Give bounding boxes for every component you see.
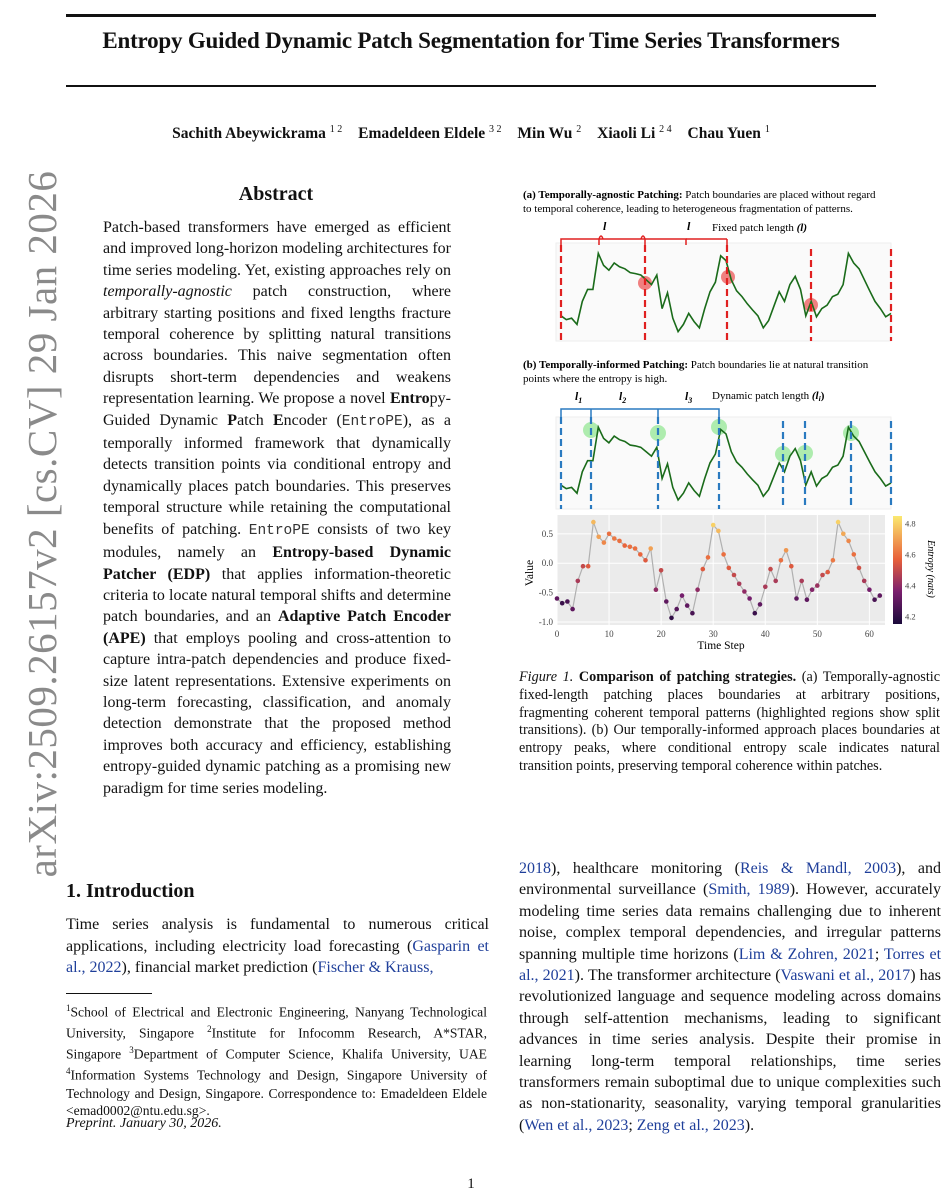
y-tick-label: 0.5 [541,528,553,539]
colorbar-ticks [905,519,916,622]
data-point [784,548,789,553]
data-point [695,587,700,592]
data-point [591,520,596,525]
top-rule [66,14,876,17]
data-point [576,579,581,584]
data-point [815,583,820,588]
data-point [622,543,627,548]
data-point [706,555,711,560]
data-point [862,579,867,584]
x-tick-label: 60 [864,629,874,639]
panel-a-caption: (a) Temporally-agnostic Patching: Patch boundaries are placed without regard [523,189,876,201]
panel-a-caption-2: to temporal coherence, leading to heterogeneous fragmentation of patterns. [523,203,853,215]
data-point [607,532,612,537]
data-point [596,535,601,540]
author: Emadeldeen Eldele $^{3 2}$ [358,124,502,143]
data-point [664,599,669,604]
dyn-braces [561,409,719,417]
x-tick-label: 50 [812,629,822,639]
data-point [701,567,706,572]
data-point [799,579,804,584]
colorbar-label: Entropy (nats) [925,540,936,598]
data-point [857,566,862,571]
panel-b-caption: (b) Temporally-informed Patching: Patch boundaries lie at natural transition [523,359,869,371]
arxiv-stamp: arXiv:2509.26157v2 [cs.CV] 29 Jan 2026 [19,170,65,878]
data-point [659,568,664,573]
x-tick-label: 10 [604,629,614,639]
citation-link[interactable]: Zeng et al., 2023 [636,1116,745,1134]
data-point [789,564,794,569]
data-point [779,558,784,563]
data-point [560,601,565,606]
data-point [643,558,648,563]
panel-b-plot [556,390,891,509]
data-point [820,573,825,578]
data-point [836,520,841,525]
panel-a-plot [556,219,891,341]
y-axis-label: Value [524,559,536,587]
y-tick-label: 0.0 [541,558,553,569]
dyn-l1: $l_1$ [575,391,583,405]
section-heading: 1. Introduction [66,880,195,902]
data-point [852,552,857,557]
x-tick-label: 0 [554,629,560,639]
data-point [747,596,752,601]
data-point [628,545,633,550]
citation-link[interactable]: Wen et al., 2023 [524,1116,629,1134]
data-point [867,587,872,592]
data-point [638,552,643,557]
data-point [763,585,768,590]
intro-paragraph: Time series analysis is fundamental to numerous critical applications, including electricity load forecasting (Gasparin et al., 2022), financial market prediction (Fischer & Krauss, [66,916,489,976]
colorbar [893,516,902,624]
data-point [674,607,679,612]
figure-1 [519,185,939,665]
entropy-chart [524,515,936,652]
y-tick-labels [539,529,554,627]
data-point [654,587,659,592]
author: Sachith Abeywickrama $^{1 2}$ [172,124,343,143]
page-number: 1 [467,1176,475,1192]
data-point [555,596,560,601]
data-point [617,539,622,544]
data-point [805,597,810,602]
data-point [612,536,617,541]
data-point [794,596,799,601]
x-tick-label: 30 [708,629,718,639]
dynamic-length-label: Dynamic patch length (li) [712,390,825,403]
abstract-body: Patch-based transformers have emerged as efficient and improved long-horizon modeling architectures for time series modeling. Yet, existing approaches rely on temporally-agnostic patch construction, where arbitrary starting positions and fixed lengths fracture temporal coherence by splitting natural transitions across boundaries. This naive segmentation often disrupts short-term dependencies and weakens representation learning. We propose a novel Entropy-Guided Dynamic Patch Encoder (EntroPE), as a temporally informed framework that dynamically detects transition points via conditional entropy and dynamically places patch boundaries. This preserves temporal structure while retaining the computational benefits of patching. EntroPE consists of two key modules, namely an Entropy-based Dynamic Patcher (EDP) that applies information-theoretic criteria to locate natural temporal shifts and determine patch boundaries, and an Adaptive Patch Encoder (APE) that employs pooling and cross-attention to capture intra-patch dependencies and produce fixed-size latent representations. Extensive experiments on long-term forecasting, classification, and anomaly detection demonstrate that the proposed method improves both accuracy and efficiency, establishing entropy-guided dynamic patching as a promising new paradigm for time series modeling. [103,219,451,797]
data-point [831,558,836,563]
citation-link[interactable]: Fischer & Krauss, [317,959,434,976]
citation-link[interactable]: Torres et al., 2021 [519,945,942,985]
data-point [878,593,883,598]
figure-caption: Figure 1. Comparison of patching strategies. (a) Temporally-agnostic fixed-length patching places boundaries at arbitrary positions, fragmenting coherent temporal patterns (highlighted regions show split transitions). (b) Our temporally-informed approach places boundaries at entropy peaks, where conditional entropy scale indicates natural transition points, preserving temporal coherence within patches. [519,669,940,774]
data-point [581,564,586,569]
data-point [732,573,737,578]
chart-panel [557,515,885,625]
x-tick-labels [555,629,875,639]
data-point [841,532,846,537]
data-point [753,611,758,616]
author: Xiaoli Li $^{2 4}$ [597,124,672,143]
y-tick-label: -1.0 [538,617,553,628]
colorbar-tick-label: 4.2 [905,611,916,622]
preprint-note: Preprint. January 30, 2026. [66,1116,222,1131]
colorbar-tick-label: 4.6 [905,549,916,560]
citation-link[interactable]: Lim & Zohren, 2021 [738,945,875,963]
figure-1-svg [519,185,939,665]
intro-paragraph-continued: 2018), healthcare monitoring (Reis & Mandl, 2003), and environmental surveillance (Smith, 1989). However, accurately modeling time series data remains challenging due to inherent noise, complex temporal dependencies, and irregular patterns spanning multiple time horizons (Lim & Zohren, 2021; Torres et al., 2021). The transformer architecture (Vaswani et al., 2017) has revolutionized language and sequence modeling across domains through self-attention mechanisms, leading to significant advances in time series analysis. Despite their promise in learning long-term temporal relationships, time series transformers remain suboptimal due to unique complexities such as non-stationarity, seasonality, varying temporal granularities (Wen et al., 2023; Zeng et al., 2023). [519,860,942,1134]
title-rule [66,85,876,87]
data-point [602,540,607,545]
affiliation-footnote: $^1$School of Electrical and Electronic Engineering, Nanyang Technological University, Singapore $^2$Institute for Infocomm Research, A*STAR, Singapore $^3$Department of Computer Science, Khalifa University, UAE $^4$Information Systems Technology and Design, Singapore University of Technology and Design, Singapore. Correspondence to: Emadeldeen Eldele <emad0002@ntu.edu.sg>. [66,1003,487,1119]
data-point [648,546,653,551]
data-point [758,602,763,607]
data-point [711,523,716,528]
data-point [565,599,570,604]
data-point [872,597,877,602]
citation-link[interactable]: Reis & Mandl, 2003 [739,860,897,877]
paper-title: Entropy Guided Dynamic Patch Segmentation for Time Series Transformers [102,28,840,53]
fixed-l-2: l [687,219,691,233]
data-point [846,539,851,544]
dyn-l2: $l_2$ [619,391,627,405]
footnote-rule [66,993,152,994]
data-point [810,587,815,592]
data-point [690,611,695,616]
citation-link[interactable]: Vaswani et al., 2017 [780,967,911,985]
colorbar-tick-label: 4.4 [905,580,916,591]
x-tick-label: 20 [656,629,666,639]
colorbar-tick-label: 4.8 [905,518,916,529]
fixed-l-1: l [603,219,607,233]
data-point [633,546,638,551]
author: Min Wu $^2$ [517,124,582,143]
data-point [570,607,575,612]
author: Chau Yuen $^1$ [687,124,770,143]
data-point [716,529,721,534]
dyn-l3: $l_3$ [685,391,693,405]
citation-link[interactable]: Smith, 1989 [708,881,790,899]
x-axis-label: Time Step [697,640,745,652]
data-point [721,552,726,557]
citation-link[interactable]: Gasparin et al., 2022 [66,937,489,976]
data-point [680,593,685,598]
data-point [773,579,778,584]
data-point [685,603,690,608]
data-point [727,566,732,571]
citation-link[interactable]: 2018 [519,860,551,877]
data-point [768,567,773,572]
data-point [669,616,674,621]
abstract-heading: Abstract [238,183,314,205]
fixed-length-label: Fixed patch length (l) [712,222,808,234]
y-tick-label: -0.5 [538,587,553,598]
panel-b-caption-2: points where the entropy is high. [523,373,668,385]
data-point [586,564,591,569]
author-list [66,124,876,143]
x-tick-label: 40 [760,629,770,639]
data-point [742,589,747,594]
data-point [825,570,830,575]
data-point [737,582,742,587]
